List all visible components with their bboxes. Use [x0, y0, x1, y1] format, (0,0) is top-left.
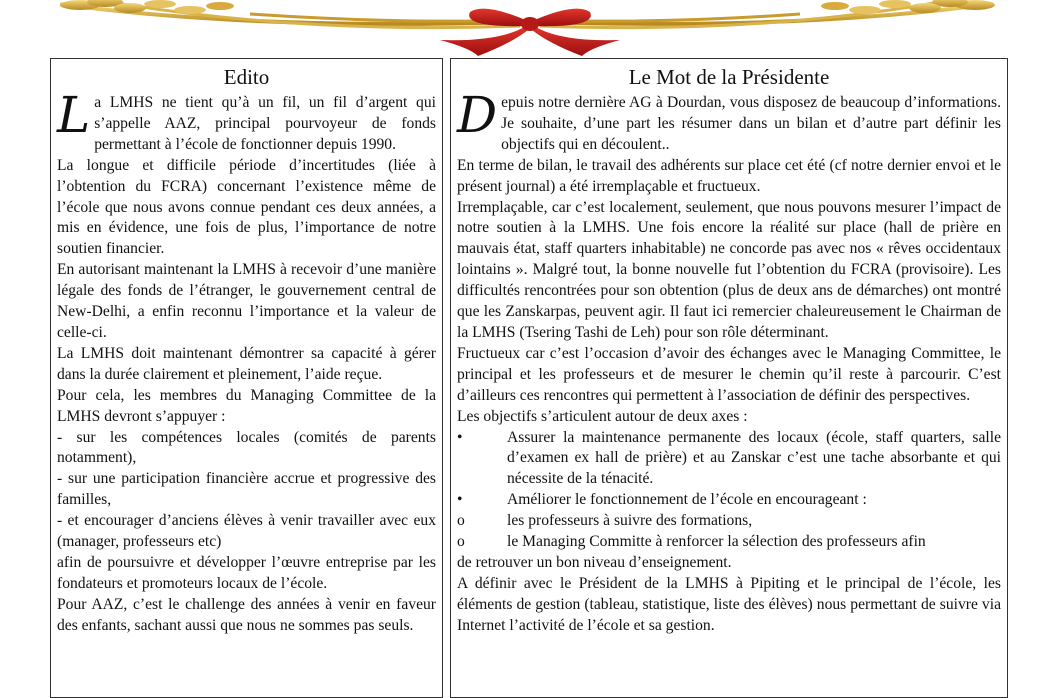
circle-bullet-icon: o: [457, 533, 465, 551]
edito-paragraph: La longue et difficile période d’incertitudes (liée à l’obtention du FCRA) concernant l’existence même de l’école que nous avons connue pendant ces deux années, a mis en évidence, une fois de plus, l’importance de notre soutien financier.: [57, 156, 436, 258]
president-paragraph: A définir avec le Président de la LMHS à Pipiting et le principal de l’école, les éléments de gestion (tableau, statistique, liste des élèves) nous permettant de suivre via Internet l’activité de l’école et sa gestion.: [457, 574, 1001, 634]
president-paragraph: de retrouver un bon niveau d’enseignement.: [457, 553, 732, 571]
red-ribbon-bow-icon: [440, 9, 620, 56]
president-title: Le Mot de la Présidente: [628, 65, 830, 89]
wheat-ribbon-banner: [0, 0, 1058, 58]
edito-dropcap: L: [57, 86, 91, 144]
wheat-right-icon: [540, 0, 995, 28]
president-column: [450, 58, 1008, 698]
edito-paragraph: Pour cela, les membres du Managing Committee de la LMHS devront s’appuyer :: [57, 386, 436, 425]
objective-sub-bullet: o les professeurs à suivre des formations,: [457, 511, 1001, 532]
objective-sub-bullet: o le Managing Committe à renforcer la sélection des professeurs afin: [457, 532, 1001, 553]
bullet-icon: •: [457, 428, 463, 446]
president-paragraph: Les objectifs s’articulent autour de deux axes :: [457, 407, 748, 425]
edito-paragraph: En autorisant maintenant la LMHS à recevoir d’une manière légale des fonds de l’étranger, le gouvernement central de New-Delhi, a enfin reconnu l’importance et la valeur de celle-ci.: [57, 261, 436, 341]
edito-body: [51, 86, 442, 637]
edito-paragraph: Pour AAZ, c’est le challenge des années à venir en faveur des enfants, sachant aussi que nous ne sommes pas seuls.: [57, 595, 436, 634]
edito-paragraph: afin de poursuivre et développer l’œuvre entreprise par les fondateurs et promoteurs locaux de l’école.: [57, 553, 436, 592]
edito-list-item: - et encourager d’anciens élèves à venir travailler avec eux (manager, professeurs etc): [57, 512, 436, 551]
edito-column: [50, 58, 443, 698]
objective-bullet: • Améliorer le fonctionnement de l’école en encourageant :: [457, 490, 1001, 511]
president-paragraph: En terme de bilan, le travail des adhérents sur place cet été (cf notre dernier envoi et le présent journal) a été irremplaçable et fructueux.: [457, 156, 1001, 195]
circle-bullet-icon: o: [457, 512, 465, 530]
wheat-left-icon: [60, 0, 520, 28]
president-body: [451, 86, 1007, 637]
bullet-icon: •: [457, 491, 463, 509]
objective-bullet: • Assurer la maintenance permanente des locaux (école, staff quarters, salle d’examen ex hall de prière) et au Zanskar c’est une tache absorbante et qui nécessite de la ténacité.: [457, 428, 1001, 491]
president-paragraph: Fructueux car c’est l’occasion d’avoir des échanges avec le Managing Committee, le principal et les professeurs et de mesurer le chemin qu’il reste à parcourir. C’est d’ailleurs ces rencontres qui permettent à l’association de définir des perspectives.: [457, 344, 1001, 404]
edito-paragraph: La LMHS doit maintenant démontrer sa capacité à gérer dans la durée clairement et pleinement, l’aide reçue.: [57, 344, 436, 383]
edito-first-paragraph: L a LMHS ne tient qu’à un fil, un fil d’argent qui s’appelle AAZ, principal pourvoyeur de fonds permettant à l’école de fonctionner depuis 1990.: [57, 86, 436, 153]
president-first-paragraph: D epuis notre dernière AG à Dourdan, vous disposez de beaucoup d’informations. Je souhaite, d’une part les résumer dans un bilan et d’autre part définir les objectifs qui en découlent..: [457, 86, 1001, 153]
edito-list-item: - sur les compétences locales (comités de parents notamment),: [57, 428, 436, 467]
president-dropcap: D: [457, 86, 498, 144]
edito-list-item: - sur une participation financière accrue et progressive des familles,: [57, 470, 436, 509]
edito-title: Edito: [223, 65, 270, 89]
president-paragraph: Irremplaçable, car c’est localement, seulement, que nous pouvons mesurer l’impact de notre soutien à la LMHS. Une fois encore la réalité sur place (hall de prière en mauvais état, staff quarters inhabitable) ne concorde pas avec nos « rêves occidentaux lointains ». Malgré tout, la bonne nouvelle fut l’obtention du FCRA (provisoire). Les difficultés rencontrées pour son obtention (plus de deux ans de démarches) ont montré que les Zanskarpas, peuvent agir. Il faut ici remercier chaleureusement le Chairman de la LMHS (Tsering Tashi de Leh) pour son rôle déterminant.: [457, 198, 1001, 341]
